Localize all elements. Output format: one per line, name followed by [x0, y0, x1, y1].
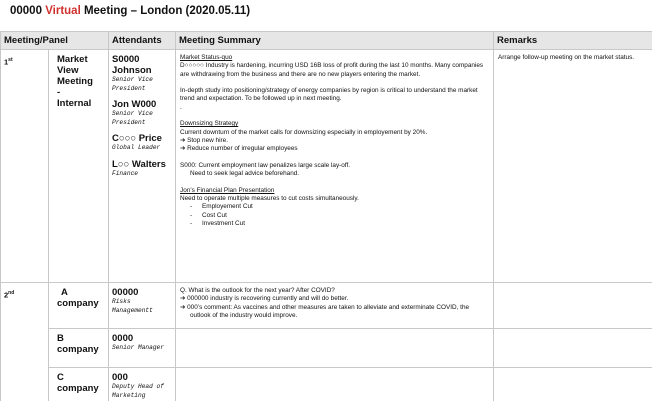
arrow-item: ➔ 000000 industry is recovering currently and will do better.: [180, 295, 349, 303]
panel-line: Meeting: [57, 76, 93, 87]
attendant-role: Senior Vice President: [112, 110, 153, 126]
summary-text: D○○○○○ Industry is hardening, incurring USD 16B loss of profit during the last 10 months. Many companies are withdrawing from the business and there are no new players entering the market.: [180, 62, 484, 78]
table-row: [1, 283, 652, 329]
panel-line: Market: [57, 54, 88, 65]
title-suffix: Meeting – London (2020.05.11): [80, 5, 251, 17]
panel-cell: [49, 50, 109, 283]
attendants-cell: [109, 368, 176, 401]
attendant-role: Global Leader: [112, 144, 161, 151]
round-number: 1: [4, 57, 9, 67]
panel-cell: [49, 283, 109, 329]
section-heading: Market Status-quo: [180, 54, 233, 61]
panel-line: company: [57, 383, 99, 394]
attendant-name: L○○ Walters: [112, 158, 166, 170]
panel-line: Internal: [57, 98, 92, 109]
attendants-cell: [109, 50, 176, 283]
arrow-item: ➔ 000’s comment: As vaccines and other measures are taken to alleviate and exterminate COVID, the outlook of the industry would improve.: [180, 303, 470, 319]
minutes-table: [0, 31, 652, 401]
page-title: [10, 5, 250, 17]
panel-line: C: [57, 372, 64, 383]
header-row: [1, 32, 652, 50]
arrow-item: ➔ Reduce number of irregular employees: [180, 145, 298, 153]
summary-text: In-depth study into positioning/strategy of energy companies by region is critical to understand the market trend and expectation. To be followed up in next meeting.: [180, 87, 478, 103]
attendant-name: C○○○ Price: [112, 133, 162, 144]
remarks-cell: [494, 283, 652, 329]
header-summary: Meeting Summary: [176, 32, 494, 50]
panel-line: company: [57, 298, 99, 309]
round-suffix: st: [8, 57, 13, 63]
header-panel: Meeting/Panel: [1, 32, 109, 50]
bullet-item: - Cost Cut: [180, 212, 489, 220]
panel-cell: [49, 329, 109, 368]
summary-text: .: [180, 103, 182, 111]
attendant-name: 000: [112, 372, 128, 383]
attendants-cell: [109, 329, 176, 368]
panel-line: company: [57, 344, 99, 355]
attendants-cell: [109, 283, 176, 329]
panel-line: View: [57, 65, 79, 76]
summary-text: S000: Current employment law penalizes large scale lay-off.: [180, 161, 351, 169]
summary-text: Current downturn of the market calls for downsizing especially in employement by 20%.: [180, 128, 428, 136]
attendant-role: Senior Manager: [112, 344, 164, 351]
attendant-name: Jon W000: [112, 99, 157, 110]
attendant-role: Senior Vice President: [112, 76, 153, 92]
section-heading: Jon’s Financial Plan Presentation: [180, 186, 275, 194]
panel-line: -: [57, 87, 61, 98]
round-suffix: nd: [8, 290, 15, 296]
panel-line: A: [61, 287, 68, 298]
attendant-name: 0000: [112, 333, 134, 344]
attendant-role: Risks Managementt: [112, 298, 153, 314]
arrow-item: ➔ Stop new hire.: [180, 136, 228, 144]
table-row: [1, 329, 652, 368]
remarks-cell: Arrange follow-up meeting on the market status.: [494, 50, 652, 283]
summary-cell: [176, 329, 494, 368]
round-cell: [1, 50, 49, 283]
summary-question: Q. What is the outlook for the next year? After COVID?: [180, 287, 335, 294]
title-prefix: 00000: [10, 5, 46, 17]
summary-cell: [176, 283, 494, 329]
summary-text: Need to operate multiple measures to cut costs simultaneously.: [180, 195, 359, 203]
round-cell: [1, 283, 49, 401]
remarks-cell: [494, 329, 652, 368]
round-number: 2: [4, 290, 9, 300]
attendant-name: 00000: [112, 287, 139, 298]
panel-cell: [49, 368, 109, 401]
summary-cell: [176, 368, 494, 401]
header-attendants: Attendants: [109, 32, 176, 50]
bullet-item: - Investment Cut: [180, 220, 489, 228]
summary-text: Need to seek legal advice beforehand.: [190, 170, 300, 178]
attendant-role: Deputy Head of Marketing: [112, 383, 164, 399]
title-accent: Virtual: [45, 5, 81, 17]
table-row: [1, 50, 652, 283]
summary-cell: [176, 50, 494, 283]
table-row: [1, 368, 652, 401]
header-remarks: Remarks: [494, 32, 652, 50]
bullet-item: - Employement Cut: [180, 203, 489, 211]
panel-line: B: [57, 333, 64, 344]
attendant-role: Finance: [112, 169, 138, 177]
attendant-name: S0000 Johnson: [112, 54, 152, 76]
section-heading: Downsizing Strategy: [180, 120, 239, 128]
remarks-cell: [494, 368, 652, 401]
